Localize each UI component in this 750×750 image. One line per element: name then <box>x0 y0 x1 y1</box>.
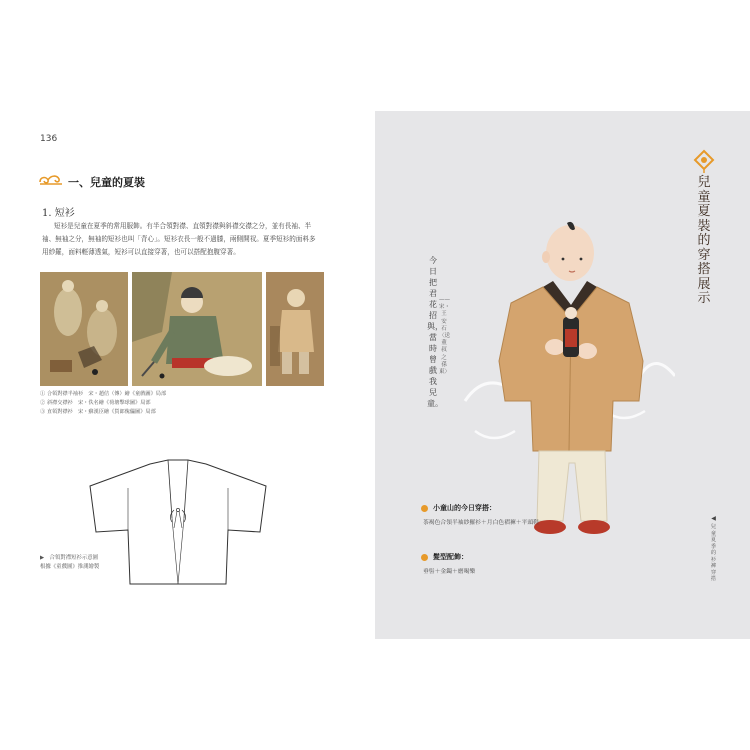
cloud-ornament-icon <box>38 172 64 191</box>
right-page <box>375 111 750 639</box>
side-note-text: 兒童夏季的衫褲穿搭 <box>710 524 717 582</box>
garment-caption-line: ▶ 合領對襟短衫示意圖 <box>40 555 99 561</box>
outfit-block <box>421 503 563 530</box>
side-note <box>710 515 717 583</box>
triangle-arrow-icon: ◀ <box>711 515 716 522</box>
painting-boy-playing-ball <box>132 272 262 386</box>
caption-item: ③ 直領對襟衫 宋・蘇漢臣繪《貨郎傀儡圖》局部 <box>40 409 156 415</box>
child-illustration <box>435 201 675 545</box>
sub-heading: 1. 短衫 <box>42 208 75 219</box>
bullet-dot-icon <box>421 505 428 512</box>
body-paragraph: 短衫是兒童在夏季的常用服飾。有半合領對襟、直領對襟與斜襟交襟之分，並有長袖、半袖、無袖之分，無袖的短衫也叫「背心」。短衫衣長一般不過膝，兩側開衩。夏季短衫的面料多用紗羅，面料輕薄透氣，短衫可以直接穿著，也可以搭配抱腹穿著。 <box>42 222 316 256</box>
outfit-text: 茶褐色合領半袖紗羅衫＋月白色褶褲＋平頭鞋 <box>423 520 539 526</box>
bullet-dot-icon <box>421 554 428 561</box>
garment-caption <box>40 554 99 572</box>
painting-puppet-peddler <box>266 272 324 386</box>
painting-children-play <box>40 272 128 386</box>
hair-label: 髮型配飾： <box>433 553 468 561</box>
garment-caption-line: 根據《童戲圖》推測繪製 <box>40 564 100 570</box>
page-number: 136 <box>40 134 58 144</box>
vertical-title: 兒童夏裝的穿搭展示 <box>697 175 711 306</box>
poem-text: 今日把君花招與，當時曾戲我兒童。 <box>427 256 443 408</box>
garment-line-drawing <box>88 458 268 592</box>
caption-item: ② 斜襟交襟衫 宋・佚名繪《荷塘擊球圖》局部 <box>40 400 151 406</box>
painting-captions <box>40 390 166 417</box>
knot-ornament-icon <box>693 149 715 177</box>
caption-item: ① 合領對襟半袖衫 宋・趙佶（傳）繪《童戲圖》局部 <box>40 391 167 397</box>
outfit-label: 小童山的今日穿搭： <box>433 504 496 512</box>
poem-source: ——宋・王安石〈送董叔之孫東〉 <box>439 297 451 376</box>
section-heading <box>38 172 145 191</box>
hair-block <box>421 552 563 579</box>
section-title: 一、兒童的夏裝 <box>68 175 145 189</box>
hair-text: 垂髻＋金鐲＋磨喝樂 <box>423 569 476 575</box>
